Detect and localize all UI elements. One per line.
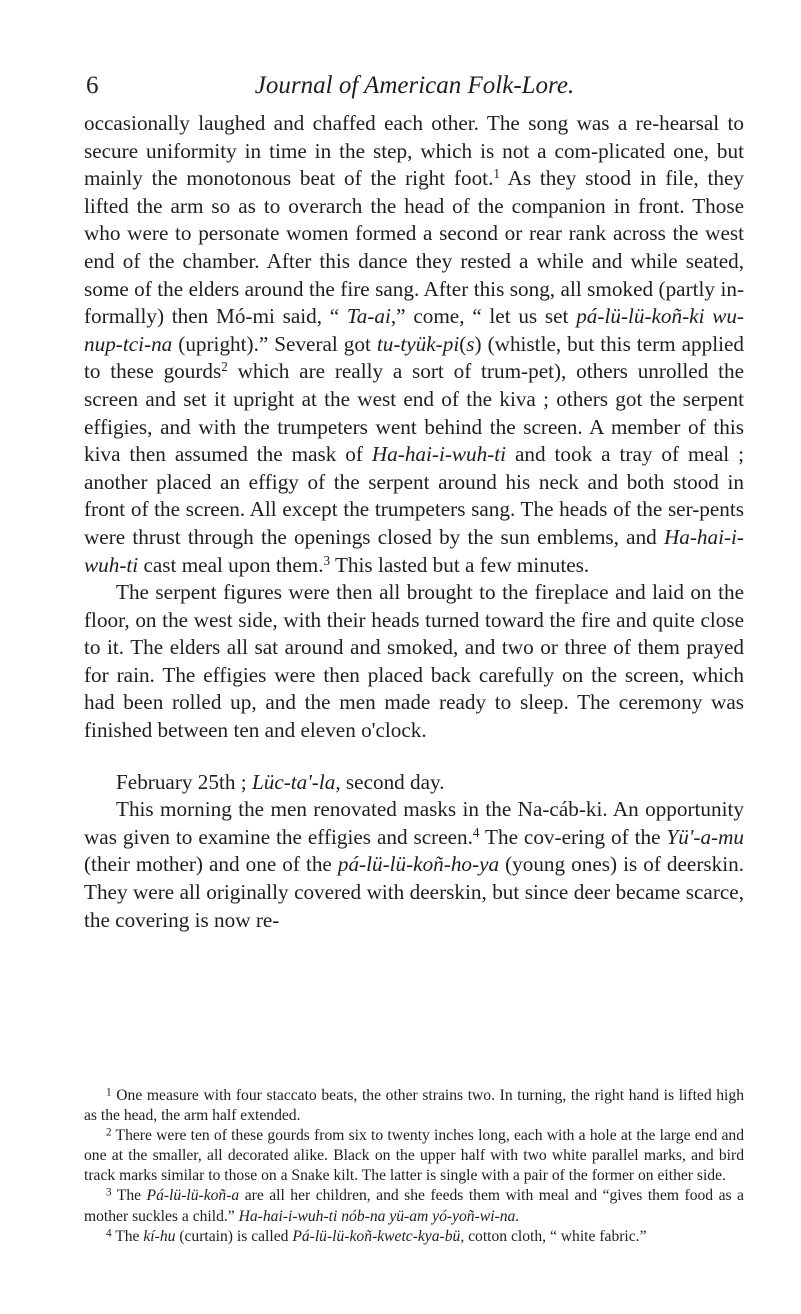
paragraph-date: February 25th ; Lüc-ta'-la, second day. (116, 769, 445, 794)
paragraph-4: This morning the men renovated masks in the Na-cáb-ki. An opportunity was given to examine the effigies and screen.$^4$ The cov-ering of the Yü'-a-mu (their mother) and one of the pá-lü-lü-koñ-ho-ya (young ones) is of deerskin. They were all originally covered with deerskin, but since deer became scarce, the covering is now re- (84, 797, 744, 932)
main-text (84, 110, 744, 934)
running-header (86, 72, 743, 106)
paragraph-1: occasionally laughed and chaffed each other. The song was a re-hearsal to secure uniformity in time in the step, which is not a com-plicated one, but mainly the monotonous beat of the right foot.$^1$ As they stood in file, they lifted the arm so as to overarch the head of the companion in front. Those who were to personate women formed a second or rear rank across the west end of the chamber. After this dance they rested a while and while seated, some of the elders around the fire sang. After this song, all smoked (partly in-formally) then Mó-mi said, “ Ta-ai,” come, “ let us set pá-lü-lü-koñ-ki wu-nup-tci-na (upright).” Several got tu-tyük-pi(s) (whistle, but this term applied to these gourds$^2$ which are really a sort of trum-pet), others unrolled the screen and set it upright at the west end of the kiva ; others got the serpent effigies, and with the trumpeters went behind the screen. A member of this kiva then assumed the mask of Ha-hai-i-wuh-ti and took a tray of meal ; another placed an effigy of the serpent around his neck and both stood in front of the screen. All except the trumpeters sang. The heads of the ser-pents were thrust through the openings closed by the sun emblems, and Ha-hai-i-wuh-ti cast meal upon them.$^3$ This lasted but a few minutes. (84, 111, 744, 577)
footnote-4: $^4$ The kí-hu (curtain) is called Pá-lü-lü-koñ-kwetc-kya-bü, cotton cloth, “ white fabric.” (106, 1227, 647, 1245)
page-number: 6 (86, 72, 99, 99)
paragraph-2: The serpent figures were then all brought to the fireplace and laid on the floor, on the west side, with their heads turned toward the fire and quite close to it. The elders all sat around and smoked, and two or three of them prayed for rain. The effigies were then placed back carefully on the screen, which had been rolled up, and the men made ready to sleep. The ceremony was finished between ten and eleven o'clock. (84, 580, 744, 743)
footnote-ref-3: 3 (323, 552, 331, 568)
footnote-ref-2: 2 (221, 359, 228, 375)
footnote-1: $^1$ One measure with four staccato beats, the other strains two. In turning, the right hand is lifted high as the head, the arm half extended. (84, 1086, 744, 1125)
footnotes (84, 1086, 744, 1247)
running-title: Journal of American Folk-Lore. (254, 72, 575, 99)
footnote-2: $^2$ There were ten of these gourds from six to twenty inches long, each with a hole at the large end and one at the smaller, all decorated alike. Black on the upper half with two white parallel marks, and bird track marks similar to those on a Snake kilt. The latter is single with a pair of the former on either side. (84, 1126, 744, 1185)
section-break (84, 745, 744, 769)
footnote-ref-4: 4 (472, 824, 480, 840)
footnote-3: $^3$ The Pá-lü-lü-koñ-a are all her children, and she feeds them with meal and “gives them food as a mother suckles a child.” Ha-hai-i-wuh-ti nób-na yü-am yó-yoñ-wi-na. (84, 1186, 744, 1225)
footnote-ref-1: 1 (493, 165, 500, 181)
